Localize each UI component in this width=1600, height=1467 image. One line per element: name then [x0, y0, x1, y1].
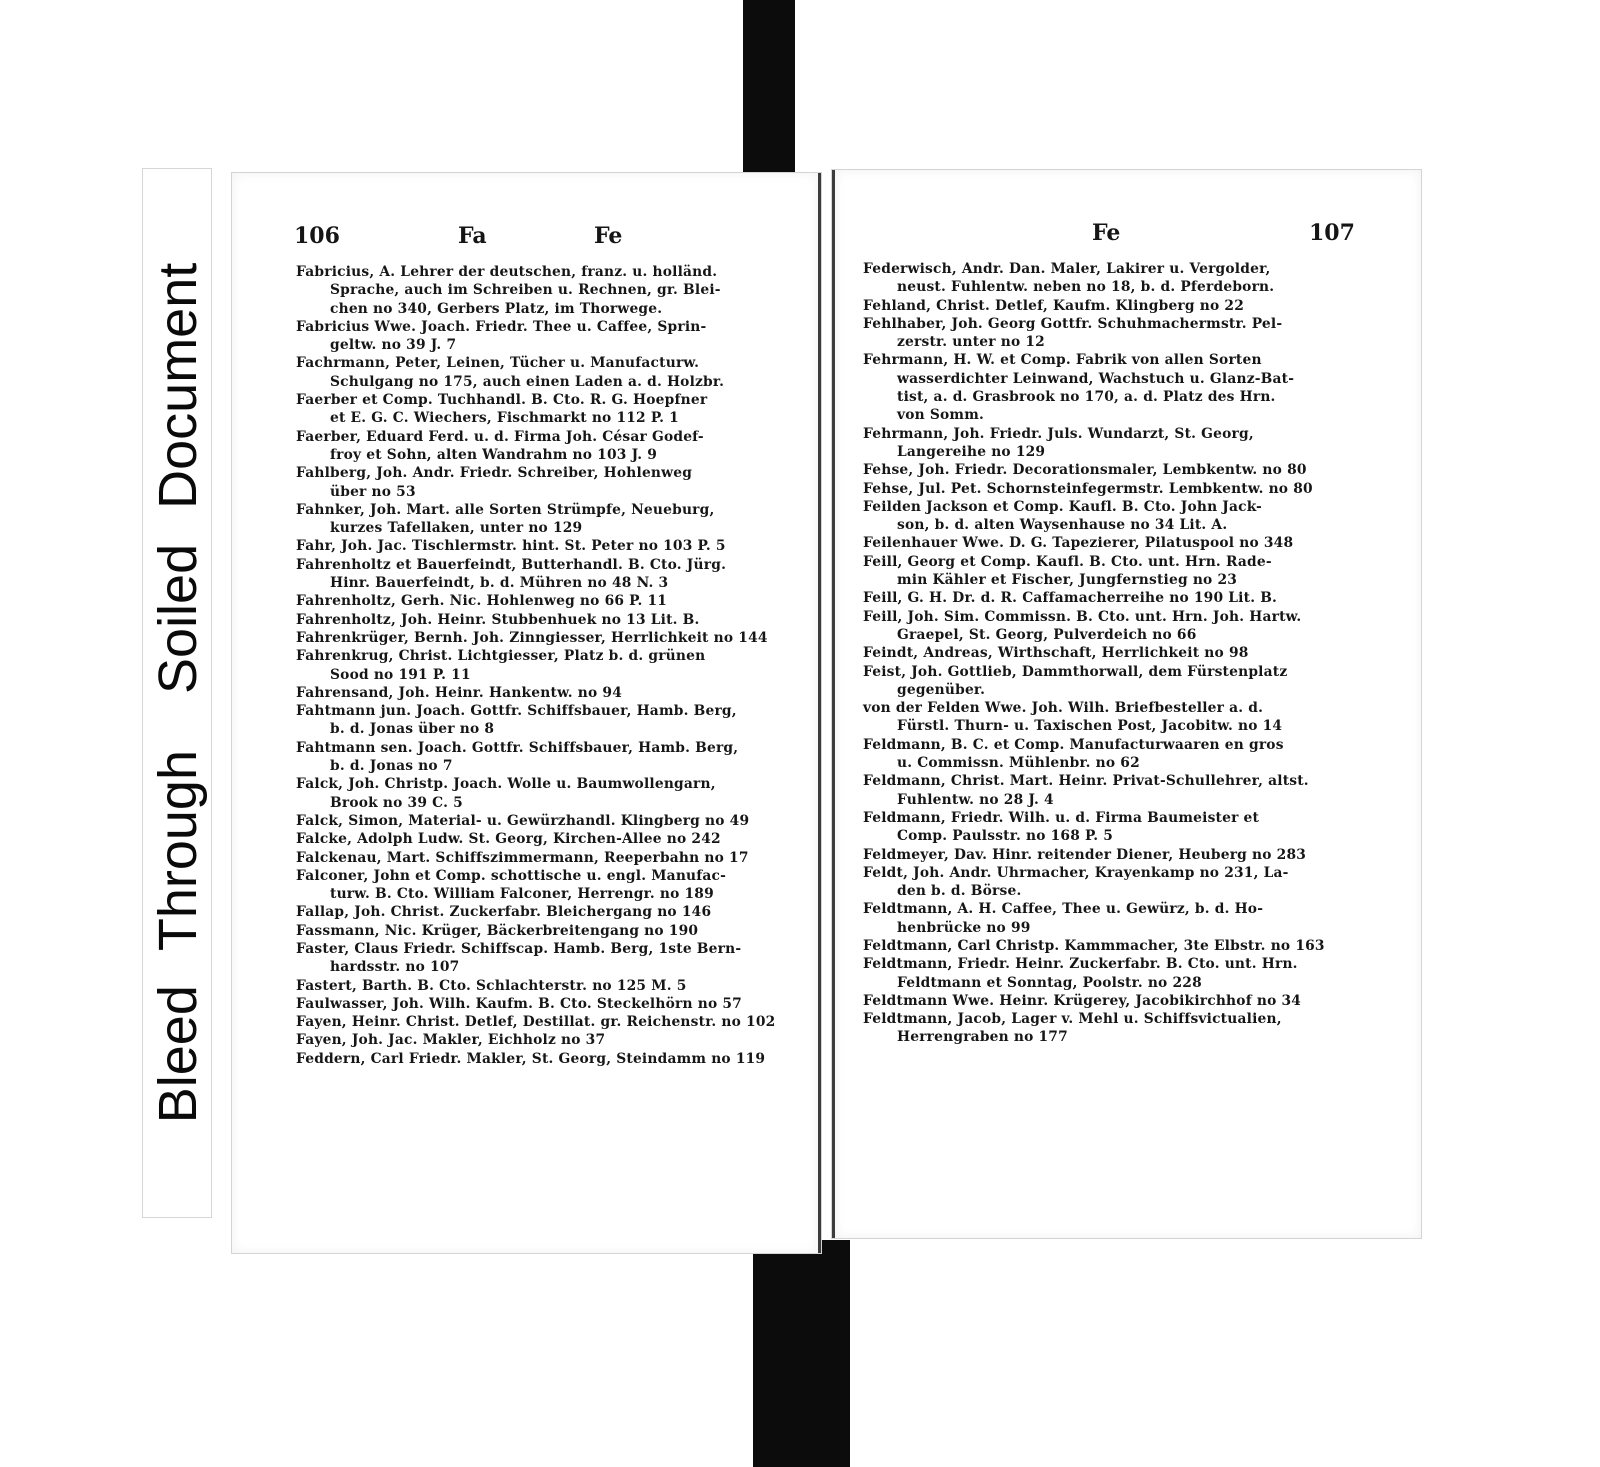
directory-entry [296, 391, 778, 428]
directory-entry [863, 1010, 1351, 1047]
entry-continuation-line: hardsstr. no 107 [330, 959, 460, 976]
entry-line: Falck, Joh. Christp. Joach. Wolle u. Baumwollengarn, [296, 776, 716, 793]
binding-strip-bottom [753, 1240, 850, 1467]
entry-line: Falcke, Adolph Ludw. St. Georg, Kirchen-Allee no 242 [296, 831, 721, 848]
entry-line: Feldmann, Friedr. Wilh. u. d. Firma Baumeister et [863, 809, 1260, 826]
directory-entry [296, 611, 778, 629]
entry-line: Fastert, Barth. B. Cto. Schlachterstr. no 125 M. 5 [296, 977, 687, 994]
entry-continuation-line: chen no 340, Gerbers Platz, im Thorwege. [330, 300, 663, 317]
entry-continuation-line: Fuhlentw. no 28 J. 4 [897, 791, 1054, 808]
directory-entry [296, 739, 778, 776]
directory-entry [863, 772, 1351, 809]
directory-entry [296, 501, 778, 538]
directory-entry [296, 592, 778, 610]
entry-line: Fayen, Joh. Jac. Makler, Eichholz no 37 [296, 1032, 606, 1049]
right-entries [863, 260, 1351, 1047]
entry-line: Fehrmann, Joh. Friedr. Juls. Wundarzt, St. Georg, [863, 425, 1254, 442]
entry-line: Feldt, Joh. Andr. Uhrmacher, Krayenkamp no 231, La- [863, 864, 1289, 881]
entry-line: Feldtmann, Friedr. Heinr. Zuckerfabr. B. Cto. unt. Hrn. [863, 956, 1298, 973]
entry-line: Faerber et Comp. Tuchhandl. B. Cto. R. G. Hoepfner [296, 392, 708, 409]
directory-entry [863, 553, 1351, 590]
directory-entry [863, 736, 1351, 773]
entry-continuation-line: Hinr. Bauerfeindt, b. d. Mühren no 48 N. 3 [330, 575, 669, 592]
directory-entry [296, 464, 778, 501]
entry-line: Fahrenholtz et Bauerfeindt, Butterhandl. B. Cto. Jürg. [296, 556, 727, 573]
entry-line: Federwisch, Andr. Dan. Maler, Lakirer u. Vergolder, [863, 261, 1271, 277]
entry-line: von der Felden Wwe. Joh. Wilh. Briefbesteller a. d. [863, 700, 1264, 717]
entry-continuation-line: zerstr. unter no 12 [897, 334, 1045, 351]
directory-entry [296, 995, 778, 1013]
directory-entry [296, 318, 778, 355]
directory-entry [296, 867, 778, 904]
entry-continuation-line: Langereihe no 129 [897, 443, 1046, 460]
entry-line: Faerber, Eduard Ferd. u. d. Firma Joh. César Godef- [296, 428, 704, 445]
entry-continuation-line: gegenüber. [897, 681, 986, 698]
entry-continuation-line: Fürstl. Thurn- u. Taxischen Post, Jacobitw. no 14 [897, 718, 1283, 735]
entry-continuation-line: wasserdichter Leinwand, Wachstuch u. Glanz-Bat- [897, 370, 1295, 387]
entry-line: Falck, Simon, Material- u. Gewürzhandl. Klingberg no 49 [296, 812, 750, 829]
entry-line: Fassmann, Nic. Krüger, Bäckerbreitengang no 190 [296, 922, 699, 939]
entry-line: Feldtmann, Carl Christp. Kammmacher, 3te Elbstr. no 163 [863, 937, 1325, 954]
entry-line: Fachrmann, Peter, Leinen, Tücher u. Manufacturw. [296, 355, 700, 372]
entry-continuation-line: von Somm. [897, 407, 985, 424]
entry-line: Fahrenkrüger, Bernh. Joh. Zinngiesser, Herrlichkeit no 144 [296, 629, 768, 646]
directory-entry [863, 955, 1351, 992]
directory-entry [863, 846, 1351, 864]
entry-line: Fehse, Jul. Pet. Schornsteinfegermstr. Lembkentw. no 80 [863, 480, 1313, 497]
directory-entry [296, 849, 778, 867]
directory-entry [296, 684, 778, 702]
entry-line: Fahrensand, Joh. Heinr. Hankentw. no 94 [296, 684, 623, 701]
entry-line: Faulwasser, Joh. Wilh. Kaufm. B. Cto. Steckelhörn no 57 [296, 995, 742, 1012]
directory-entry [296, 263, 778, 318]
entry-line: Feldtmann Wwe. Heinr. Krügerey, Jacobikirchhof no 34 [863, 992, 1302, 1009]
entry-line: Fahlberg, Joh. Andr. Friedr. Schreiber, Hohlenweg [296, 465, 693, 482]
directory-entry [863, 644, 1351, 662]
directory-entry [296, 647, 778, 684]
entry-line: Feindt, Andreas, Wirthschaft, Herrlichkeit no 98 [863, 645, 1249, 662]
directory-entry [296, 1031, 778, 1049]
entry-continuation-line: b. d. Jonas no 7 [330, 758, 453, 775]
directory-entry [863, 480, 1351, 498]
directory-entry [863, 461, 1351, 479]
directory-entry [296, 428, 778, 465]
entry-continuation-line: Feldtmann et Sonntag, Poolstr. no 228 [897, 974, 1202, 991]
entry-line: Fahrenkrug, Christ. Lichtgiesser, Platz b. d. grünen [296, 648, 706, 665]
directory-entry [296, 702, 778, 739]
right-page [832, 170, 1421, 1238]
directory-entry [863, 663, 1351, 700]
entry-line: Feist, Joh. Gottlieb, Dammthorwall, dem Fürstenplatz [863, 663, 1288, 680]
directory-entry [296, 977, 778, 995]
directory-entry [863, 498, 1351, 535]
directory-entry [863, 699, 1351, 736]
entry-continuation-line: geltw. no 39 J. 7 [330, 337, 457, 354]
left-page-number: 106 [294, 223, 340, 249]
entry-continuation-line: turw. B. Cto. William Falconer, Herrengr. no 189 [330, 886, 714, 903]
entry-continuation-line: kurzes Tafellaken, unter no 129 [330, 520, 583, 537]
entry-continuation-line: über no 53 [330, 483, 416, 500]
directory-entry [296, 830, 778, 848]
entry-line: Falckenau, Mart. Schiffszimmermann, Reeperbahn no 17 [296, 849, 749, 866]
directory-entry [296, 903, 778, 921]
entry-continuation-line: son, b. d. alten Waysenhause no 34 Lit. A. [897, 517, 1228, 534]
entry-line: Fabricius Wwe. Joach. Friedr. Thee u. Caffee, Sprin- [296, 318, 707, 335]
binding-strip-top [743, 0, 795, 198]
left-page [232, 173, 821, 1253]
entry-continuation-line: henbrücke no 99 [897, 919, 1031, 936]
directory-entry [863, 589, 1351, 607]
entry-line: Fahtmann jun. Joach. Gottfr. Schiffsbauer, Hamb. Berg, [296, 703, 737, 720]
entry-continuation-line: Brook no 39 C. 5 [330, 794, 463, 811]
directory-entry [863, 297, 1351, 315]
directory-entry [863, 608, 1351, 645]
directory-entry [863, 260, 1351, 297]
directory-entry [296, 1013, 778, 1031]
entry-continuation-line: Comp. Paulsstr. no 168 P. 5 [897, 828, 1114, 845]
entry-line: Feilden Jackson et Comp. Kaufl. B. Cto. John Jack- [863, 498, 1262, 515]
entry-line: Fehland, Christ. Detlef, Kaufm. Klingberg no 22 [863, 297, 1244, 314]
directory-entry [863, 425, 1351, 462]
entry-continuation-line: Sprache, auch im Schreiben u. Rechnen, gr. Blei- [330, 282, 721, 299]
entry-line: Feldtmann, A. H. Caffee, Thee u. Gewürz, b. d. Ho- [863, 901, 1264, 918]
entry-continuation-line: Graepel, St. Georg, Pulverdeich no 66 [897, 626, 1197, 643]
right-page-number: 107 [1309, 220, 1355, 246]
entry-line: Fehse, Joh. Friedr. Decorationsmaler, Lembkentw. no 80 [863, 462, 1307, 479]
entry-line: Feddern, Carl Friedr. Makler, St. Georg, Steindamm no 119 [296, 1050, 766, 1067]
directory-entry [863, 534, 1351, 552]
directory-entry [296, 775, 778, 812]
entry-continuation-line: froy et Sohn, alten Wandrahm no 103 J. 9 [330, 446, 658, 463]
entry-continuation-line: Sood no 191 P. 11 [330, 666, 471, 683]
entry-line: Fallap, Joh. Christ. Zuckerfabr. Bleichergang no 146 [296, 904, 712, 921]
entry-line: Fayen, Heinr. Christ. Detlef, Destillat. gr. Reichenstr. no 102 [296, 1014, 776, 1031]
directory-entry [863, 351, 1351, 424]
entry-continuation-line: b. d. Jonas über no 8 [330, 721, 495, 738]
directory-entry [863, 900, 1351, 937]
entry-continuation-line: tist, a. d. Grasbrook no 170, a. d. Platz des Hrn. [897, 389, 1276, 406]
entry-line: Feldmann, Christ. Mart. Heinr. Privat-Schullehrer, altst. [863, 773, 1309, 790]
entry-line: Fahrenholtz, Gerh. Nic. Hohlenweg no 66 P. 11 [296, 593, 668, 610]
label-word-1: Bleed Through [148, 749, 208, 1124]
directory-entry [296, 1050, 778, 1068]
directory-entry [863, 809, 1351, 846]
label-word-2: Soiled Document [148, 262, 208, 694]
entry-continuation-line: Herrengraben no 177 [897, 1029, 1068, 1046]
entry-line: Feldmeyer, Dav. Hinr. reitender Diener, Heuberg no 283 [863, 846, 1307, 863]
directory-entry [296, 556, 778, 593]
entry-line: Fahnker, Joh. Mart. alle Sorten Strümpfe, Neueburg, [296, 501, 715, 518]
entry-continuation-line: u. Commissn. Mühlenbr. no 62 [897, 755, 1140, 772]
entry-line: Fahtmann sen. Joach. Gottfr. Schiffsbauer, Hamb. Berg, [296, 739, 739, 756]
entry-line: Fahr, Joh. Jac. Tischlermstr. hint. St. Peter no 103 P. 5 [296, 538, 726, 555]
entry-continuation-line: neust. Fuhlentw. neben no 18, b. d. Pferdeborn. [897, 279, 1275, 296]
directory-entry [296, 940, 778, 977]
left-entries [296, 263, 778, 1068]
entry-line: Feldtmann, Jacob, Lager v. Mehl u. Schiffsvictualien, [863, 1011, 1282, 1028]
directory-entry [863, 937, 1351, 955]
entry-line: Feldmann, B. C. et Comp. Manufacturwaaren en gros [863, 736, 1284, 753]
left-guide-word-2: Fe [594, 223, 623, 249]
entry-continuation-line: den b. d. Börse. [897, 883, 1022, 900]
entry-line: Fahrenholtz, Joh. Heinr. Stubbenhuek no 13 Lit. B. [296, 611, 700, 628]
entry-continuation-line: Schulgang no 175, auch einen Laden a. d. Holzbr. [330, 373, 725, 390]
entry-continuation-line: min Kähler et Fischer, Jungfernstieg no 23 [897, 572, 1238, 589]
entry-line: Fehrmann, H. W. et Comp. Fabrik von allen Sorten [863, 352, 1262, 369]
entry-line: Faster, Claus Friedr. Schiffscap. Hamb. Berg, 1ste Bern- [296, 940, 742, 957]
left-page-header [232, 223, 818, 253]
entry-line: Feill, G. H. Dr. d. R. Caffamacherreihe no 190 Lit. B. [863, 590, 1278, 607]
directory-entry [863, 992, 1351, 1010]
entry-line: Falconer, John et Comp. schottische u. engl. Manufac- [296, 867, 727, 884]
entry-line: Feill, Georg et Comp. Kaufl. B. Cto. unt. Hrn. Rade- [863, 553, 1272, 570]
directory-entry [296, 537, 778, 555]
directory-entry [863, 864, 1351, 901]
left-guide-word-1: Fa [458, 223, 487, 249]
entry-line: Feilenhauer Wwe. D. G. Tapezierer, Pilatuspool no 348 [863, 535, 1294, 552]
entry-line: Fabricius, A. Lehrer der deutschen, franz. u. holländ. [296, 264, 718, 280]
directory-entry [296, 922, 778, 940]
directory-entry [863, 315, 1351, 352]
directory-entry [296, 629, 778, 647]
directory-entry [296, 354, 778, 391]
right-page-header [835, 220, 1421, 250]
directory-entry [296, 812, 778, 830]
right-guide-word: Fe [1092, 220, 1121, 246]
label-text [148, 188, 208, 1198]
entry-line: Feill, Joh. Sim. Commissn. B. Cto. unt. Hrn. Joh. Hartw. [863, 608, 1302, 625]
entry-continuation-line: et E. G. C. Wiechers, Fischmarkt no 112 P. 1 [330, 410, 679, 427]
entry-line: Fehlhaber, Joh. Georg Gottfr. Schuhmachermstr. Pel- [863, 315, 1283, 332]
